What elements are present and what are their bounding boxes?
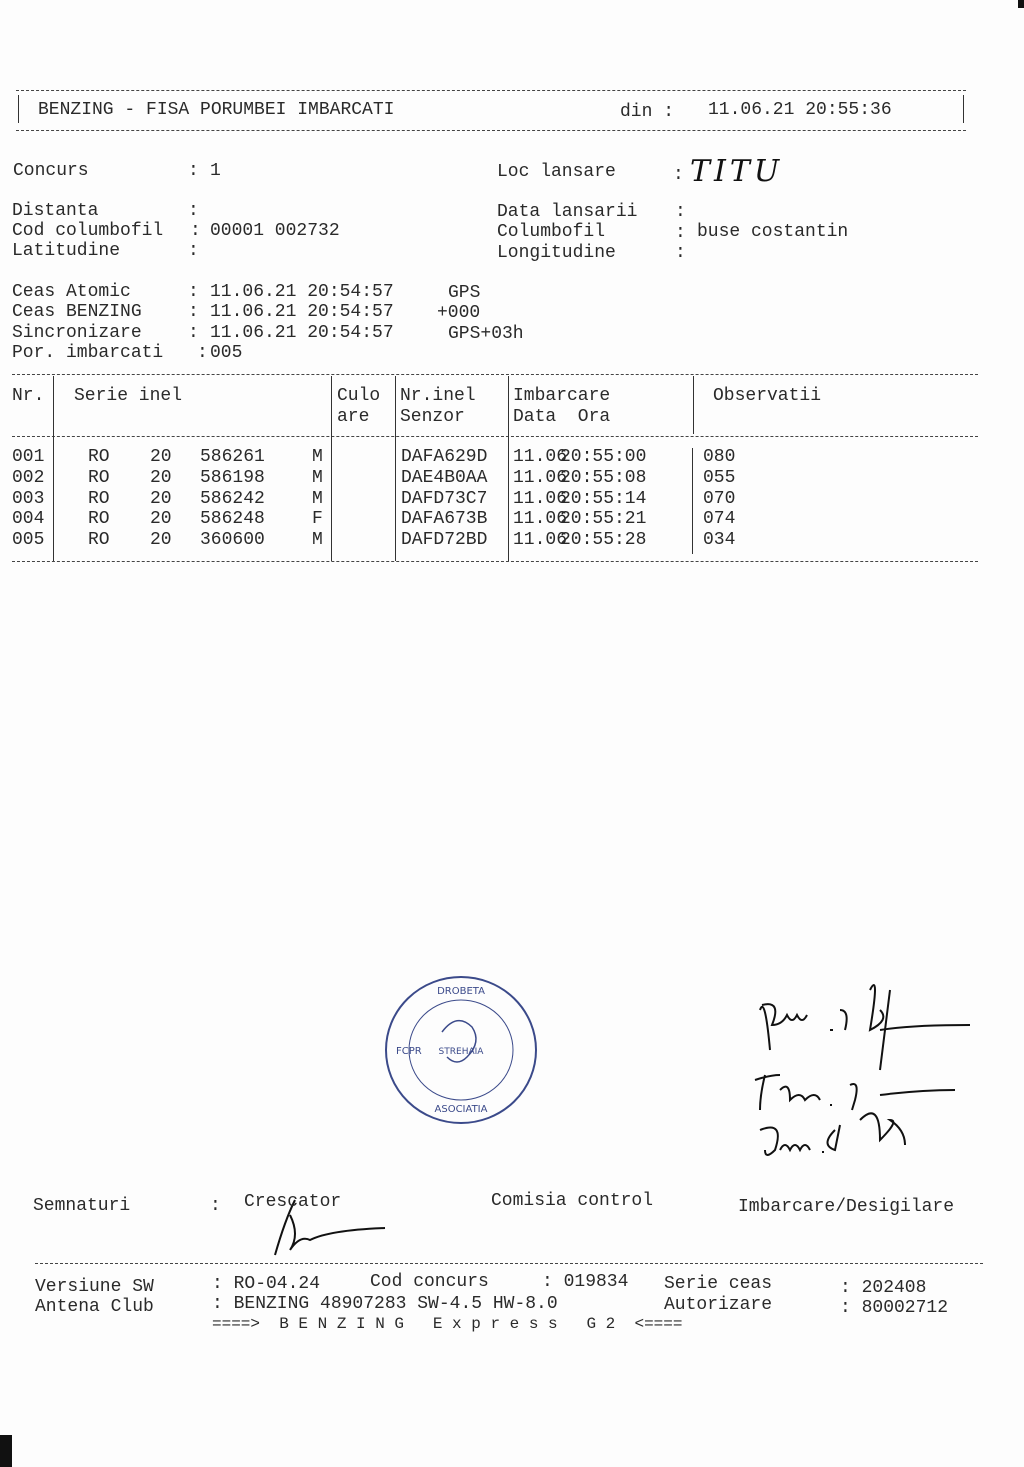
cell-time: 20:55:08 [560, 467, 647, 488]
antena-club-label: Antena Club [35, 1297, 154, 1317]
longitudine-label: Longitudine [497, 243, 616, 263]
data-lansarii-label: Data lansarii [497, 202, 638, 222]
imbarcare-desigilare-label: Imbarcare/Desigilare [738, 1197, 955, 1217]
cell-serial: 586198 [200, 467, 265, 488]
cell-country: RO [88, 509, 110, 530]
colon: : [188, 201, 199, 221]
cell-time: 20:55:00 [560, 447, 647, 467]
svg-text:DROBETA: DROBETA [437, 986, 485, 997]
document-title: BENZING - FISA PORUMBEI IMBARCATI [38, 100, 395, 120]
header-culoare-2: are [337, 407, 370, 427]
cod-concurs-value: : 019834 [542, 1272, 629, 1292]
por-imbarcati-label: Por. imbarcati [12, 343, 164, 363]
serie-ceas-label: Serie ceas [664, 1274, 773, 1294]
cell-sex: M [312, 447, 323, 467]
cell-obs: 074 [703, 509, 736, 530]
cell-serial: 360600 [200, 530, 265, 551]
header-nr: Nr. [12, 386, 45, 406]
ceas-benzing-suffix: +000 [437, 303, 481, 323]
colon: : [188, 323, 199, 343]
cell-year: 20 [150, 488, 172, 509]
cell-sex: M [312, 467, 323, 488]
por-imbarcati-value: 005 [210, 343, 243, 363]
footer-divider [35, 1263, 983, 1264]
cell-serial: 586242 [200, 488, 265, 509]
din-value: 11.06.21 20:55:36 [708, 100, 892, 120]
cell-serial: 586261 [200, 447, 265, 467]
cell-sex: M [312, 488, 323, 509]
scan-edge [1018, 0, 1024, 8]
ceas-benzing-value: 11.06.21 20:54:57 [210, 302, 394, 322]
cell-nr: 001 [12, 447, 45, 467]
cell-obs: 034 [703, 530, 736, 551]
concurs-label: Concurs [13, 161, 89, 181]
comisia-control-label: Comisia control [491, 1191, 654, 1211]
colon: : [190, 221, 201, 241]
loc-lansare-label: Loc lansare [497, 162, 616, 182]
colon: : [188, 161, 199, 181]
cell-sensor: DAFD72BD [401, 530, 488, 551]
semnaturi-label: Semnaturi [33, 1196, 131, 1216]
cell-date: 11.06 [513, 447, 568, 467]
cell-country: RO [88, 447, 110, 467]
colon: : [188, 241, 199, 261]
header-nr-inel: Nr.inel [400, 386, 476, 406]
cell-country: RO [88, 488, 110, 509]
cell-country: RO [88, 467, 110, 488]
cell-sensor: DAFD73C7 [401, 488, 488, 509]
ceas-atomic-label: Ceas Atomic [12, 282, 131, 302]
crescator-label: Crescator [244, 1192, 342, 1212]
header-senzor: Senzor [400, 407, 465, 427]
sincronizare-suffix: GPS+03h [448, 324, 524, 344]
cell-date: 11.06 [513, 530, 568, 551]
antena-club-value: : BENZING 48907283 SW-4.5 HW-8.0 [212, 1294, 558, 1314]
cell-year: 20 [150, 447, 172, 467]
colon: : [197, 343, 208, 363]
colon: : [210, 1196, 221, 1216]
cod-columbofil-value: 00001 002732 [210, 221, 340, 241]
autorizare-value: : 80002712 [840, 1298, 949, 1318]
header-serie-inel: Serie inel [74, 386, 183, 406]
cell-nr: 005 [12, 530, 45, 551]
cell-sensor: DAE4B0AA [401, 467, 488, 488]
cell-date: 11.06 [513, 488, 568, 509]
cell-nr: 004 [12, 509, 45, 530]
cell-sex: M [312, 530, 323, 551]
header-culoare: Culo [337, 386, 381, 406]
cell-obs: 080 [703, 447, 736, 467]
concurs-value: 1 [210, 161, 221, 181]
commission-signatures [750, 970, 980, 1180]
svg-text:ASOCIATIA: ASOCIATIA [434, 1104, 488, 1115]
cell-nr: 003 [12, 488, 45, 509]
colon: : [675, 202, 686, 222]
columbofil-value: buse costantin [697, 222, 849, 242]
cell-serial: 586248 [200, 509, 265, 530]
header-imbarcare: Imbarcare [513, 386, 611, 406]
cell-year: 20 [150, 530, 172, 551]
versiune-sw-value: : RO-04.24 [212, 1274, 321, 1294]
serie-ceas-value: : 202408 [840, 1278, 927, 1298]
din-label: din : [620, 102, 675, 122]
cell-year: 20 [150, 467, 172, 488]
cell-sensor: DAFA673B [401, 509, 488, 530]
ceas-atomic-value: 11.06.21 20:54:57 [210, 282, 394, 302]
ceas-atomic-suffix: GPS [448, 283, 481, 303]
cell-obs: 055 [703, 467, 736, 488]
distanta-label: Distanta [12, 201, 99, 221]
cell-year: 20 [150, 509, 172, 530]
autorizare-label: Autorizare [664, 1295, 773, 1315]
columbofil-label: Columbofil [497, 222, 606, 242]
cell-nr: 002 [12, 467, 45, 488]
sincronizare-label: Sincronizare [12, 323, 142, 343]
cell-date: 11.06 [513, 467, 568, 488]
cell-time: 20:55:28 [560, 530, 647, 551]
header-data-ora: Data Ora [513, 407, 611, 427]
scan-edge [0, 1435, 12, 1467]
cell-sex: F [312, 509, 323, 530]
cell-time: 20:55:14 [560, 488, 647, 509]
club-stamp [382, 972, 540, 1128]
cell-date: 11.06 [513, 509, 568, 530]
cell-obs: 070 [703, 488, 736, 509]
sincronizare-value: 11.06.21 20:54:57 [210, 323, 394, 343]
cod-concurs-label: Cod concurs [370, 1272, 489, 1292]
colon: : [188, 302, 199, 322]
versiune-sw-label: Versiune SW [35, 1277, 154, 1297]
svg-text:FCPR: FCPR [396, 1046, 422, 1057]
colon: : [675, 223, 686, 243]
colon: : [675, 243, 686, 263]
colon: : [188, 282, 199, 302]
latitudine-label: Latitudine [12, 241, 121, 261]
benzing-express-banner: ====> B E N Z I N G E x p r e s s G 2 <==== [212, 1315, 683, 1333]
header-observatii: Observatii [713, 386, 822, 406]
colon: : [673, 165, 684, 185]
cell-sensor: DAFA629D [401, 447, 488, 467]
loc-lansare-value: TITU [690, 154, 784, 189]
cell-time: 20:55:21 [560, 509, 647, 530]
svg-text:STREHAIA: STREHAIA [438, 1047, 484, 1057]
ceas-benzing-label: Ceas BENZING [12, 302, 142, 322]
cod-columbofil-label: Cod columbofil [12, 221, 164, 241]
cell-country: RO [88, 530, 110, 551]
